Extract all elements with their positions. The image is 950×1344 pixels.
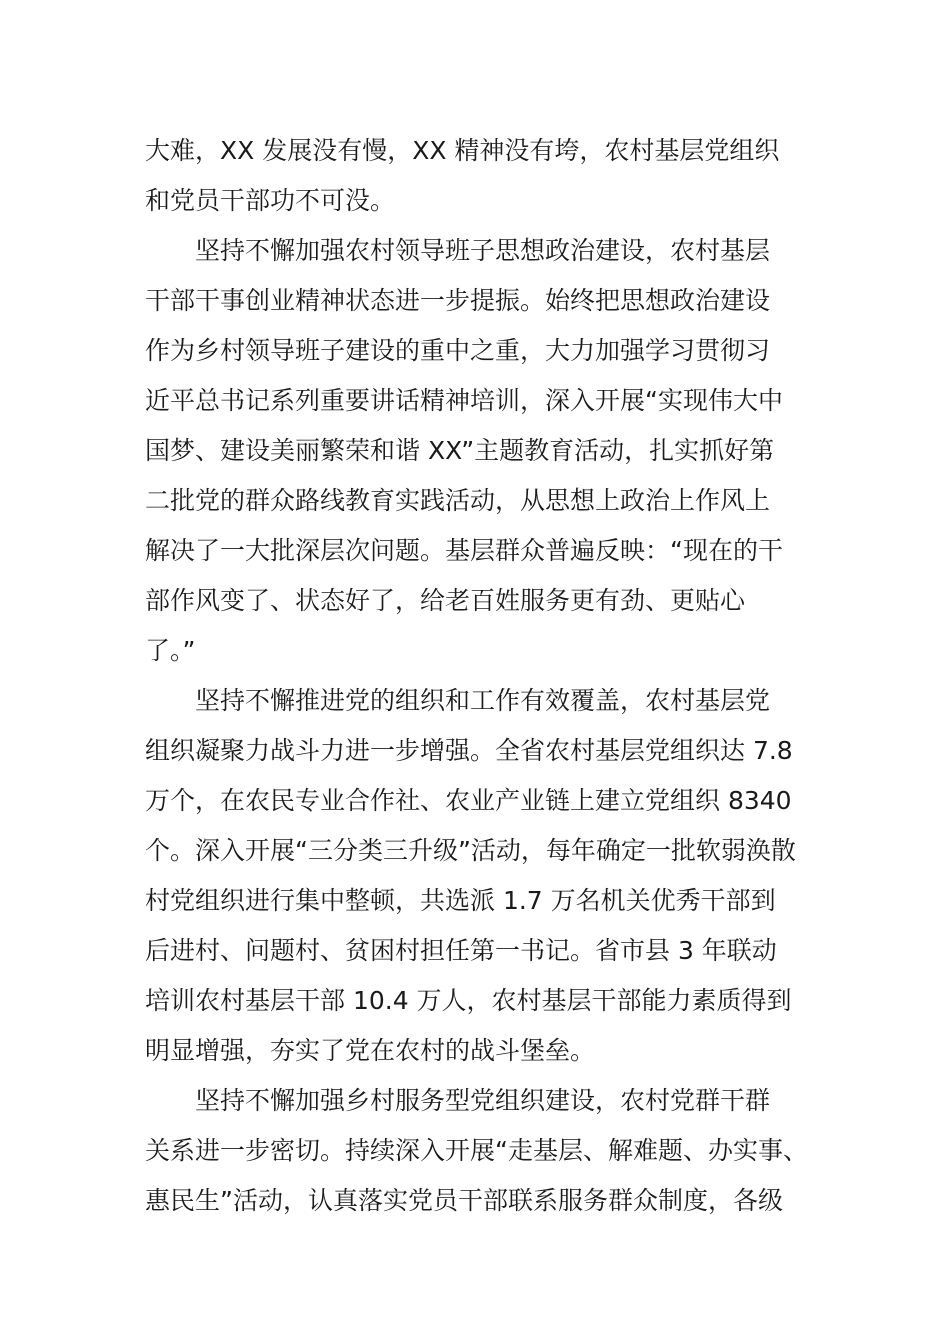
text-line: 个。深入开展“三分类三升级”活动，每年确定一批软弱涣散 bbox=[145, 836, 796, 865]
text-line: 关系进一步密切。持续深入开展“走基层、解难题、办实事、 bbox=[145, 1136, 808, 1165]
text-line: 坚持不懈推进党的组织和工作有效覆盖，农村基层党 bbox=[195, 686, 771, 715]
text-line: 万个，在农民专业合作社、农业产业链上建立党组织 8340 bbox=[145, 786, 792, 815]
text-line: 和党员干部功不可没。 bbox=[145, 186, 396, 215]
text-line: 部作风变了、状态好了，给老百姓服务更有劲、更贴心 bbox=[145, 586, 746, 615]
text-line: 后进村、问题村、贫困村担任第一书记。省市县 3 年联动 bbox=[145, 936, 777, 965]
paragraph-4 bbox=[145, 1076, 815, 1226]
text-line: 近平总书记系列重要讲话精神培训，深入开展“实现伟大中 bbox=[145, 386, 783, 415]
text-line: 二批党的群众路线教育实践活动，从思想上政治上作风上 bbox=[145, 486, 771, 515]
text-line: 作为乡村领导班子建设的重中之重，大力加强学习贯彻习 bbox=[145, 336, 771, 365]
text-line: 了。” bbox=[145, 636, 196, 665]
text-line: 明显增强，夯实了党在农村的战斗堡垒。 bbox=[145, 1036, 596, 1065]
text-line: 国梦、建设美丽繁荣和谐 XX”主题教育活动，扎实抓好第 bbox=[145, 436, 775, 465]
text-line: 组织凝聚力战斗力进一步增强。全省农村基层党组织达 7.8 bbox=[145, 736, 793, 765]
text-line: 大难，XX 发展没有慢，XX 精神没有垮，农村基层党组织 bbox=[145, 136, 780, 165]
text-line: 干部干事创业精神状态进一步提振。始终把思想政治建设 bbox=[145, 286, 771, 315]
paragraph-1 bbox=[145, 126, 815, 226]
text-line: 坚持不懈加强农村领导班子思想政治建设，农村基层 bbox=[195, 236, 771, 265]
document-body bbox=[145, 126, 815, 1226]
text-line: 坚持不懈加强乡村服务型党组织建设，农村党群干群 bbox=[195, 1086, 771, 1115]
paragraph-3 bbox=[145, 676, 815, 1076]
text-line: 解决了一大批深层次问题。基层群众普遍反映：“现在的干 bbox=[145, 536, 783, 565]
text-line: 培训农村基层干部 10.4 万人，农村基层干部能力素质得到 bbox=[145, 986, 792, 1015]
text-line: 村党组织进行集中整顿，共选派 1.7 万名机关优秀干部到 bbox=[145, 886, 776, 915]
text-line: 惠民生”活动，认真落实党员干部联系服务群众制度，各级 bbox=[145, 1186, 783, 1215]
paragraph-2 bbox=[145, 226, 815, 676]
